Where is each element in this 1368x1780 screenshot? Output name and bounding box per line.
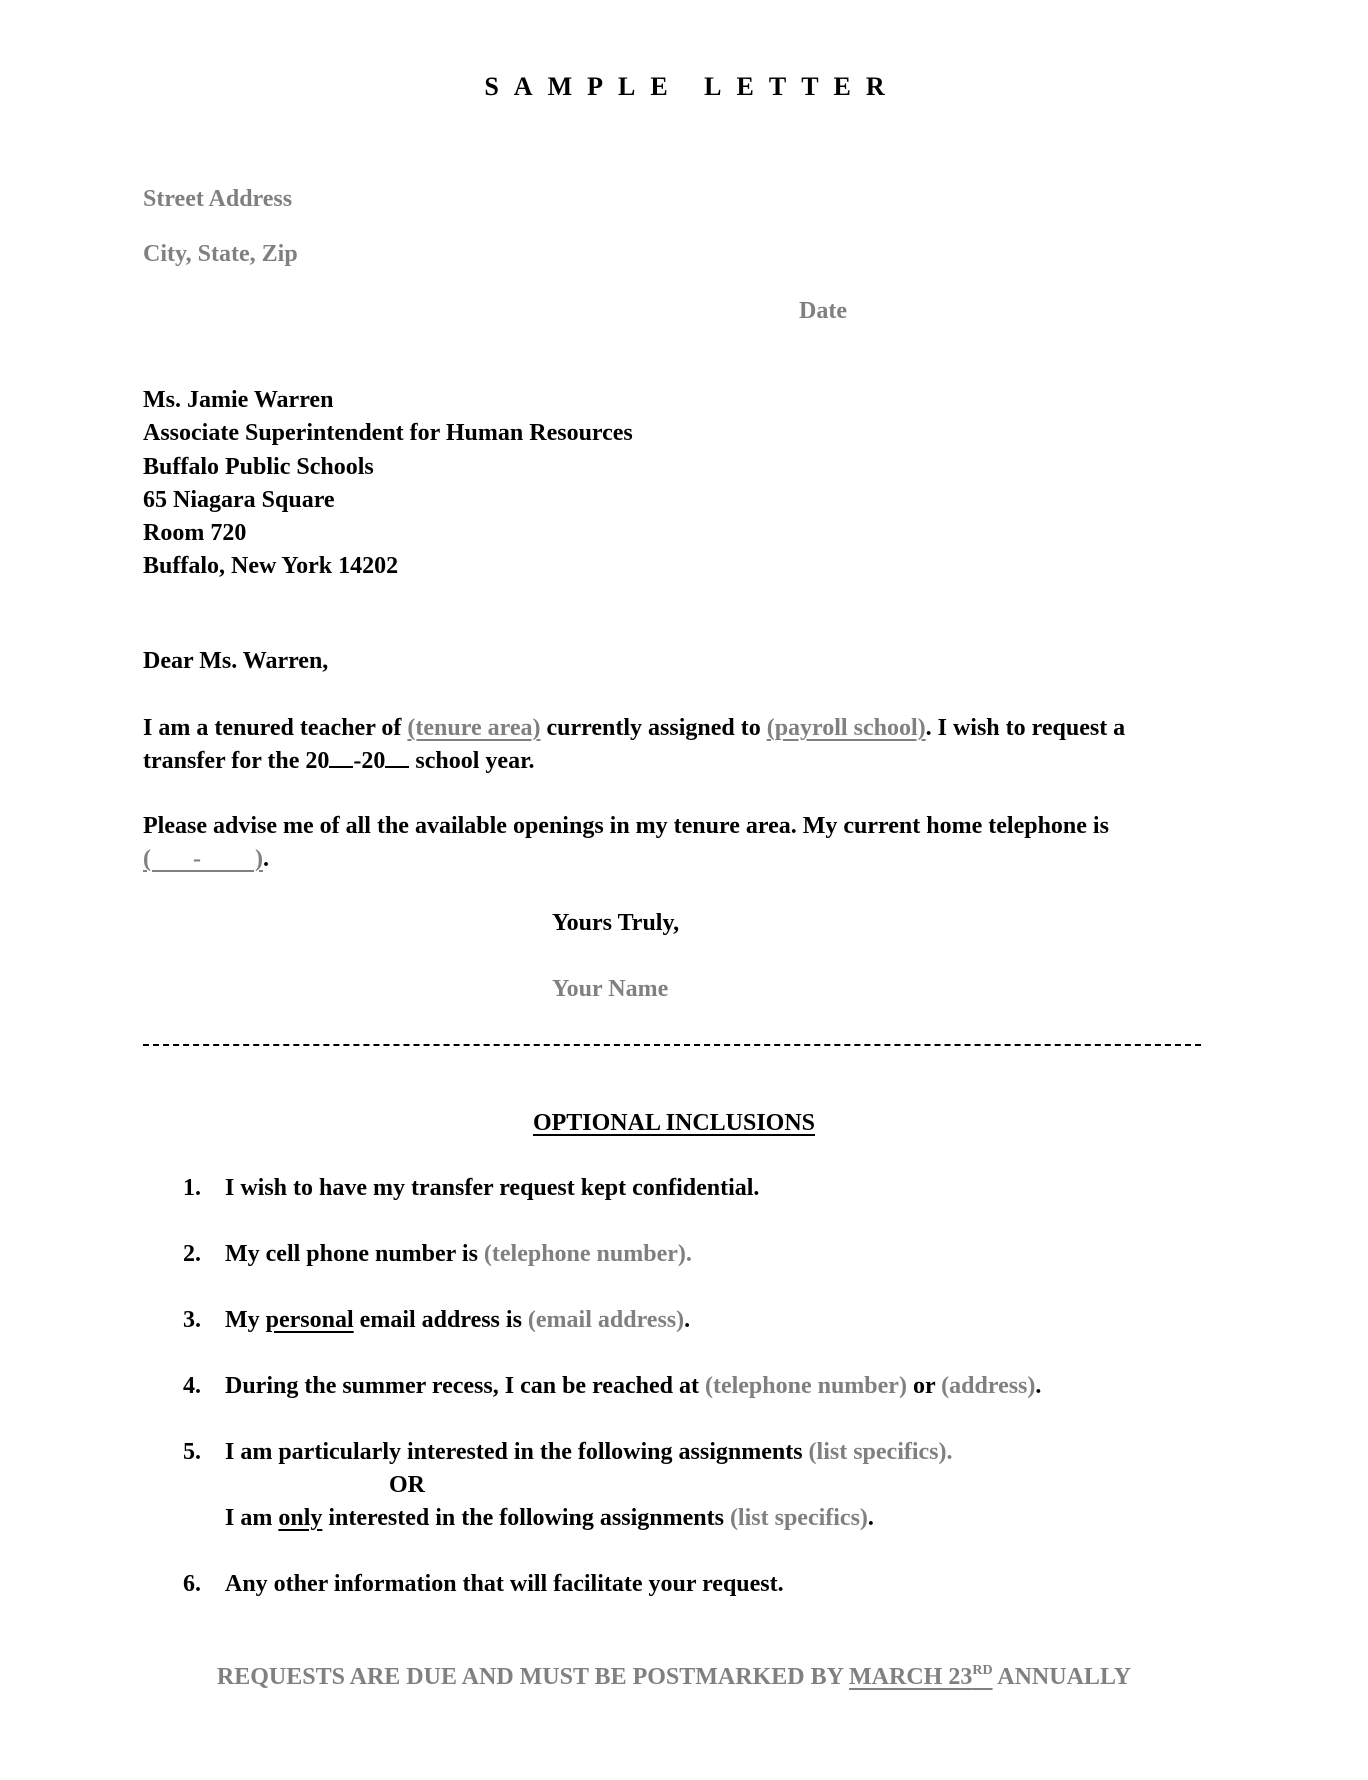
recipient-city: Buffalo, New York 14202 (143, 553, 399, 580)
email-address-placeholder: (email address) (527, 1307, 685, 1333)
deadline-date-suffix: RD (972, 1663, 993, 1678)
street-address-placeholder: Street Address (143, 186, 293, 212)
body-paragraph-1 (143, 712, 1203, 778)
your-name-placeholder: Your Name (552, 976, 669, 1002)
only-underlined: only (278, 1505, 323, 1531)
city-state-zip-placeholder: City, State, Zip (143, 241, 298, 267)
p1-text-e: school year. (409, 748, 535, 774)
tenure-area-placeholder: (tenure area) (407, 715, 541, 741)
deadline-date (849, 1664, 993, 1690)
list-text: I am particularly interested in the following assignments (225, 1439, 809, 1465)
list-item-5-alternative (225, 1505, 874, 1532)
year-blank-1 (329, 746, 353, 768)
list-text-mid: or (906, 1373, 942, 1399)
deadline-date-text: MARCH 23 (849, 1664, 973, 1690)
optional-inclusions-heading-text: OPTIONAL INCLUSIONS (532, 1110, 816, 1136)
p2-end: . (262, 846, 269, 872)
or-separator: OR (389, 1472, 425, 1498)
recipient-organization: Buffalo Public Schools (143, 453, 374, 480)
list-item-4 (183, 1373, 1041, 1400)
list-text: interested in the following assignments (322, 1505, 730, 1531)
deadline-text-post: ANNUALLY (992, 1664, 1132, 1690)
deadline-notice (0, 1664, 1348, 1691)
list-number: 1. (183, 1175, 201, 1201)
list-text: I wish to have my transfer request kept confidential. (225, 1175, 760, 1201)
summer-telephone-placeholder: (telephone number) (704, 1373, 907, 1399)
p1-text-b: currently assigned to (540, 715, 767, 741)
date-placeholder: Date (799, 298, 847, 324)
optional-inclusions-heading (0, 1110, 1348, 1137)
list-text-pre: I am (225, 1505, 279, 1531)
list-number: 4. (183, 1373, 201, 1399)
recipient-title: Associate Superintendent for Human Resources (143, 420, 633, 447)
list-text: Any other information that will facilitate your request. (225, 1571, 784, 1597)
recipient-street: 65 Niagara Square (143, 486, 335, 513)
recipient-room: Room 720 (143, 520, 247, 547)
deadline-text-pre: REQUESTS ARE DUE AND MUST BE POSTMARKED BY (216, 1664, 850, 1690)
list-item-5 (183, 1439, 953, 1466)
list-text-end: . (867, 1505, 874, 1531)
p1-text-c: . I wish to request a transfer for the 20 (143, 715, 1126, 774)
letter-title: SAMPLE LETTER (484, 72, 900, 101)
list-number: 5. (183, 1439, 201, 1465)
personal-underlined: personal (265, 1307, 354, 1333)
p1-text-a: I am a tenured teacher of (143, 715, 408, 741)
list-number: 3. (183, 1307, 201, 1333)
list-text: During the summer recess, I can be reached at (225, 1373, 705, 1399)
list-specifics-placeholder: (list specifics) (729, 1505, 868, 1531)
body-paragraph-2 (143, 810, 1203, 876)
list-number: 6. (183, 1571, 201, 1597)
valediction: Yours Truly, (552, 910, 680, 936)
list-text-end: . (1035, 1373, 1042, 1399)
summer-address-placeholder: (address) (941, 1373, 1036, 1399)
list-item-3 (183, 1307, 690, 1334)
salutation: Dear Ms. Warren, (143, 648, 329, 674)
payroll-school-placeholder: (payroll school) (766, 715, 926, 741)
home-phone-placeholder: ( - ) (143, 846, 263, 872)
list-text: email address is (353, 1307, 528, 1333)
list-item-6 (183, 1571, 784, 1598)
list-text-pre: My (225, 1307, 266, 1333)
list-number: 2. (183, 1241, 201, 1267)
p2-text: Please advise me of all the available openings in my tenure area. My current home telephone is (143, 813, 1109, 839)
list-item-1 (183, 1175, 759, 1202)
dashed-divider (143, 1044, 1201, 1046)
recipient-address-block (143, 384, 633, 584)
recipient-name: Ms. Jamie Warren (143, 387, 334, 413)
telephone-number-placeholder: (telephone number). (483, 1241, 692, 1267)
year-blank-2 (385, 746, 409, 768)
list-item-2 (183, 1241, 692, 1268)
list-text: My cell phone number is (225, 1241, 484, 1267)
list-text-end: . (684, 1307, 691, 1333)
p1-text-d: -20 (353, 748, 386, 774)
list-specifics-placeholder: (list specifics). (808, 1439, 953, 1465)
